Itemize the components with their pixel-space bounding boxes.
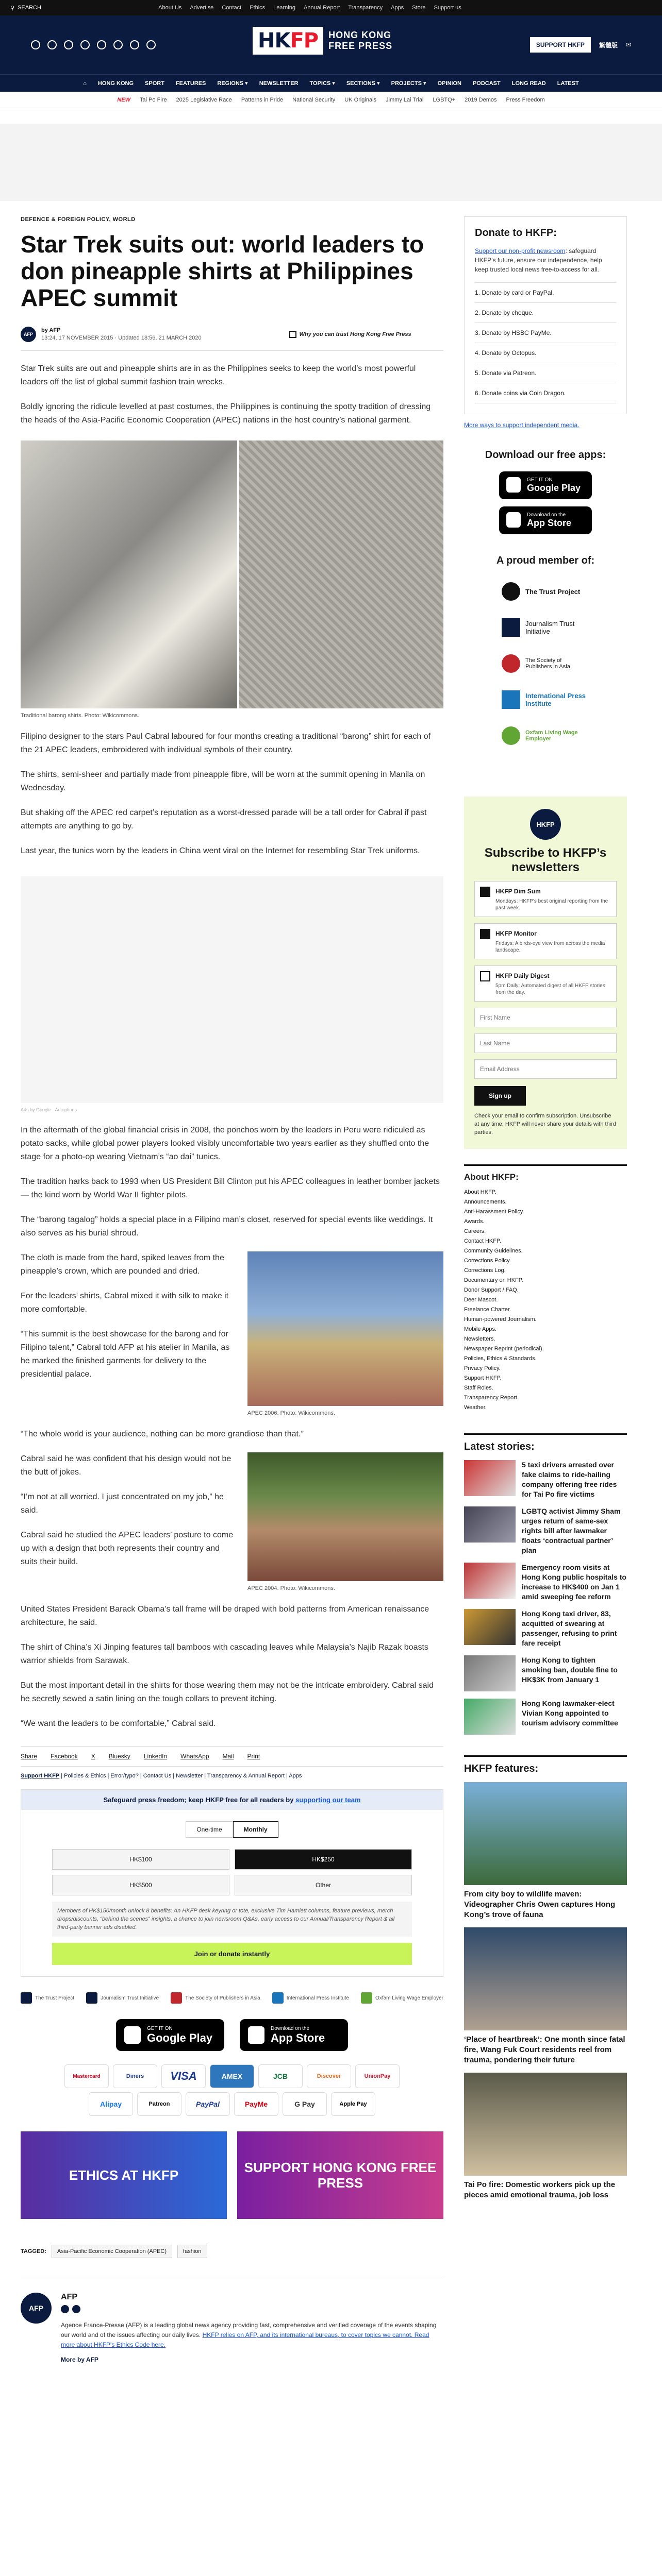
share-x[interactable]: X xyxy=(91,1753,95,1760)
util-link[interactable]: Advertise xyxy=(190,5,214,11)
policy-links[interactable]: | Policies & Ethics | Error/typo? | Contact Us | Newsletter | Transparency & Annual Report | Apps xyxy=(59,1773,302,1779)
ad-label: Ads by Google · Ad options xyxy=(21,1107,77,1112)
tag[interactable]: fashion xyxy=(177,2245,207,2258)
jcb-icon: JCB xyxy=(258,2064,303,2088)
paragraph: “We want the leaders to be comfortable,” Cabral said. xyxy=(21,1719,216,1728)
share-print[interactable]: Print xyxy=(247,1753,260,1760)
author-social xyxy=(61,2305,443,2313)
newsletter-option[interactable]: HKFP Daily Digest 5pm Daily: Automated digest of all HKFP stories from the day. xyxy=(474,965,617,1002)
nav-item[interactable]: REGIONS ▾ xyxy=(217,80,248,87)
amex-icon: AMEX xyxy=(210,2064,254,2088)
newsletter-checkbox[interactable] xyxy=(480,887,490,897)
trust-icon xyxy=(289,331,296,338)
youtube-icon[interactable] xyxy=(97,40,106,49)
ticker-item[interactable]: Patterns in Pride xyxy=(241,96,284,103)
page-body xyxy=(21,201,641,2363)
newsletter-fineprint: Check your email to confirm subscription. Unsubscribe at any time. HKFP will never share your details with third parties. xyxy=(474,1113,616,1136)
article-category[interactable]: DEFENCE & FOREIGN POLICY, WORLD xyxy=(21,216,136,223)
ipi-logo[interactable]: International Press Institute xyxy=(272,1992,349,2004)
newsletter-checkbox[interactable] xyxy=(480,929,490,939)
oxfam-icon xyxy=(502,726,520,745)
donate-option[interactable]: 3. Donate by HSBC PayMe. xyxy=(475,323,616,343)
ipi-logo[interactable]: International Press Institute xyxy=(502,690,589,709)
logo-mark: HKFP xyxy=(253,27,323,55)
frequency-toggle xyxy=(21,1821,443,1838)
about-links xyxy=(464,1188,627,1413)
support-hkfp-link[interactable]: Support HKFP xyxy=(21,1773,60,1779)
image-caption: APEC 2006. Photo: Wikicommons. xyxy=(247,1410,335,1416)
paragraph: Cabral said he was confident that his design would not be the butt of jokes. xyxy=(21,1454,231,1477)
about-link[interactable]: Anti-Harassment Policy. xyxy=(464,1209,524,1215)
story-thumbnail xyxy=(464,1506,516,1543)
apps-title: Download our free apps: xyxy=(485,449,606,461)
author-name[interactable]: by AFP xyxy=(41,327,61,333)
one-time-tab[interactable]: One-time xyxy=(186,1821,233,1838)
apec-2004-figure xyxy=(247,1452,443,1591)
member-benefits: Members of HK$150/month unlock 8 benefits: An HKFP desk keyring or tote, exclusive Tim Hamlett columns, feature previews, merch drops/discounts, “behind the scenes” insights, a chance to join newsroom Q&As, early access to our Annual/Transparency Report & all third-party banner ads disabled. xyxy=(52,1902,412,1937)
facebook-icon[interactable] xyxy=(31,40,40,49)
social-links xyxy=(31,40,156,49)
about-link[interactable]: Deer Mascot. xyxy=(464,1297,498,1303)
masthead xyxy=(0,15,662,74)
author-avatar[interactable]: AFP xyxy=(21,327,36,342)
about-widget xyxy=(464,1164,627,1413)
byline xyxy=(21,327,443,351)
paragraph: But shaking off the APEC red carpet’s reputation as a worst-dressed parade will be a tall order for Cabral if past attempts are anything to go by. xyxy=(21,808,427,831)
author-box xyxy=(21,2279,443,2363)
paragraph: But the most important detail in the shirts for those wearing them may not be the intricate embroidery. Cabral said he secretly sewed a satin lining on the tough collars to prevent itching. xyxy=(21,1681,434,1703)
newsletter-option[interactable]: HKFP Monitor Fridays: A birds-eye view from across the media landscape. xyxy=(474,923,617,959)
text-column xyxy=(21,1441,237,1591)
visa-icon: VISA xyxy=(161,2064,206,2088)
diners-icon: Diners xyxy=(113,2064,157,2088)
trust-link[interactable]: Why you can trust Hong Kong Free Press xyxy=(289,331,411,338)
paragraph: In the aftermath of the global financial crisis in 2008, the ponchos worn by the leaders in Peru were ridiculed as potato sacks, while global power players looked visibly uncomfortable two years earlier as they shuffled onto the stage for a photo-op wearing Vietnam’s “ao dai” tunics. xyxy=(21,1126,429,1161)
nav-item[interactable]: SECTIONS ▾ xyxy=(346,80,380,87)
patreon-icon: Patreon xyxy=(137,2092,181,2116)
app-download xyxy=(21,2019,443,2051)
features-widget xyxy=(464,1755,627,2200)
x-icon[interactable] xyxy=(72,2305,80,2313)
story-thumbnail xyxy=(464,1699,516,1735)
app-store-button[interactable]: Download on the App Store xyxy=(240,2019,348,2051)
more-ways-link[interactable]: More ways to support independent media. xyxy=(464,421,580,429)
ethics-code-link[interactable]: HKFP relies on AFP, and its international bureaus, to cover topics we cannot. Read more about HKFP's Ethics Code here. xyxy=(61,2331,429,2348)
discover-icon: Discover xyxy=(307,2064,351,2088)
trust-logos xyxy=(21,1992,443,2004)
oxfam-logo[interactable]: Oxfam Living Wage Employer xyxy=(502,726,589,745)
nav-item[interactable]: FEATURES xyxy=(175,80,206,87)
about-link[interactable]: Documentary on HKFP. xyxy=(464,1277,523,1283)
publish-date: 13:24, 17 NOVEMBER 2015 · Updated 18:56, 21 MARCH 2020 xyxy=(41,335,202,341)
about-link[interactable]: Newsletters. xyxy=(464,1336,495,1342)
share-label[interactable]: Share xyxy=(21,1753,38,1760)
story-item[interactable]: Hong Kong to tighten smoking ban, double fine to HK$3K from January 1 xyxy=(464,1655,627,1691)
image-caption: APEC 2004. Photo: Wikicommons. xyxy=(247,1585,335,1591)
feature-item[interactable]: ‘Place of heartbreak’: One month since fatal fire, Wang Fuk Court residents reel from trauma, pondering their future xyxy=(464,1927,627,2065)
apec-2006-figure xyxy=(247,1251,443,1416)
share-linkedin[interactable]: LinkedIn xyxy=(143,1753,168,1760)
promo-banners xyxy=(21,2131,443,2219)
sidebar xyxy=(464,216,627,2363)
email-icon[interactable]: ✉ xyxy=(625,41,631,48)
share-bluesky[interactable]: Bluesky xyxy=(108,1753,130,1760)
masthead-actions xyxy=(530,37,631,53)
feature-image xyxy=(464,1782,627,1885)
hero-image xyxy=(21,440,443,708)
author-box-info xyxy=(61,2293,443,2363)
mastercard-icon: Mastercard xyxy=(64,2064,109,2088)
barong-photo xyxy=(21,440,237,708)
amount-options xyxy=(21,1849,443,1895)
paragraph: For the leaders’ shirts, Cabral mixed it with silk to make it more comfortable. xyxy=(21,1292,229,1314)
amount-option[interactable]: HK$500 xyxy=(52,1875,229,1895)
search-button[interactable]: ⚲ SEARCH xyxy=(10,5,41,11)
text-column xyxy=(21,1240,237,1416)
article-title: Star Trek suits out: world leaders to don pineapple shirts at Philippines APEC summit xyxy=(21,231,424,311)
nav-item[interactable]: PODCAST xyxy=(472,80,501,87)
jti-icon xyxy=(502,618,520,637)
nonprofit-link[interactable]: Support our non-profit newsroom xyxy=(475,247,566,255)
apec-2006-photo xyxy=(247,1251,443,1406)
util-link[interactable]: About Us xyxy=(158,5,182,11)
features-title: HKFP features: xyxy=(464,1755,627,1775)
feature-image xyxy=(464,2073,627,2176)
support-links xyxy=(21,1773,443,1779)
text-with-image xyxy=(21,1240,443,1416)
article xyxy=(21,216,443,2363)
in-article-ad xyxy=(21,876,443,1112)
about-link[interactable]: Support HKFP. xyxy=(464,1375,502,1381)
about-link[interactable]: Announcements. xyxy=(464,1199,507,1205)
paragraph: “This summit is the best showcase for the barong and for Filipino talent,” Cabral told AFP at his atelier in Manila, as he marked the finished garments for delivery to the presidential palace. xyxy=(21,1330,230,1379)
feature-image xyxy=(464,1927,627,2030)
monthly-tab[interactable]: Monthly xyxy=(233,1821,278,1838)
donate-options xyxy=(475,282,616,403)
google-play-button[interactable]: GET IT ON Google Play xyxy=(116,2019,224,2051)
paragraph: United States President Barack Obama’s tall frame will be draped with bold patterns from American renaissance architecture, he said. xyxy=(21,1605,429,1627)
about-link[interactable]: Privacy Policy. xyxy=(464,1365,501,1371)
util-link[interactable]: Learning xyxy=(273,5,295,11)
instagram-icon[interactable] xyxy=(64,40,73,49)
author-box-avatar[interactable]: AFP xyxy=(21,2293,52,2324)
ticker-item[interactable]: Tai Po Fire xyxy=(139,96,167,103)
first-name-input[interactable] xyxy=(474,1008,617,1027)
support-banner[interactable]: SUPPORT HONG KONG FREE PRESS xyxy=(237,2131,443,2219)
google-play-button[interactable]: GET IT ON Google Play xyxy=(499,471,592,499)
donation-header: Safeguard press freedom; keep HKFP free for all readers by supporting our team xyxy=(21,1790,443,1810)
donate-widget xyxy=(464,216,627,414)
donate-option[interactable]: 6. Donate coins via Coin Dragon. xyxy=(475,383,616,403)
telegram-icon[interactable] xyxy=(130,40,139,49)
nav-item[interactable]: TOPICS ▾ xyxy=(309,80,335,87)
alipay-icon: Alipay xyxy=(89,2092,133,2116)
member-title: A proud member of: xyxy=(496,555,595,566)
ticker-item[interactable]: Jimmy Lai Trial xyxy=(386,96,424,103)
sopa-logo[interactable]: The Society of Publishers in Asia xyxy=(171,1992,260,2004)
util-link[interactable]: Store xyxy=(412,5,426,11)
website-icon[interactable] xyxy=(61,2305,69,2313)
story-thumbnail xyxy=(464,1609,516,1645)
story-item[interactable]: Hong Kong taxi driver, 83, acquitted of swearing at passenger, refusing to print fare receipt xyxy=(464,1609,627,1648)
ipi-icon xyxy=(502,690,520,709)
about-link[interactable]: Policies, Ethics & Standards. xyxy=(464,1355,537,1362)
payme-icon: PayMe xyxy=(234,2092,278,2116)
trust-project-icon xyxy=(21,1992,32,2004)
feature-item[interactable]: From city boy to wildlife maven: Videographer Chris Owen captures Hong Kong’s trove of fauna xyxy=(464,1782,627,1920)
apec-2004-photo xyxy=(247,1452,443,1581)
nav-item[interactable]: SPORT xyxy=(145,80,164,87)
home-icon[interactable]: ⌂ xyxy=(83,80,87,87)
jti-logo[interactable]: Journalism Trust Initiative xyxy=(86,1992,159,2004)
share-whatsapp[interactable]: WhatsApp xyxy=(180,1753,209,1760)
about-link[interactable]: Newspaper Reprint (periodical). xyxy=(464,1346,544,1352)
story-thumbnail xyxy=(464,1655,516,1691)
newsletter-title: Subscribe to HKFP’s newsletters xyxy=(484,846,607,874)
about-link[interactable]: Awards. xyxy=(464,1218,485,1225)
tag[interactable]: Asia-Pacific Economic Cooperation (APEC) xyxy=(52,2245,172,2258)
newsletter-checkbox[interactable] xyxy=(480,971,490,981)
x-icon[interactable] xyxy=(47,40,57,49)
about-link[interactable]: Mobile Apps. xyxy=(464,1326,496,1332)
tags-label: TAGGED: xyxy=(21,2248,46,2255)
donate-option[interactable]: 2. Donate by cheque. xyxy=(475,303,616,323)
util-link[interactable]: Contact xyxy=(222,5,242,11)
newsletter-option[interactable]: HKFP Dim Sum Mondays: HKFP’s best original reporting from the past week. xyxy=(474,881,617,917)
story-item[interactable]: Emergency room visits at Hong Kong public hospitals to increase to HK$400 on Jan 1 amid sweeping fee reform xyxy=(464,1563,627,1602)
jti-icon xyxy=(86,1992,97,2004)
oxfam-icon xyxy=(361,1992,372,2004)
paragraph: The shirts, semi-sheer and partially made from pineapple fibre, will be worn at the summit opening in Manila on Wednesday. xyxy=(21,770,425,792)
jti-logo[interactable]: Journalism Trust Initiative xyxy=(502,618,589,637)
about-link[interactable]: Transparency Report. xyxy=(464,1395,519,1401)
google-pay-icon: G Pay xyxy=(283,2092,327,2116)
about-link[interactable]: About HKFP. xyxy=(464,1189,496,1195)
app-store-button[interactable]: Download on the App Store xyxy=(499,506,592,534)
search-icon: ⚲ xyxy=(10,5,15,11)
paypal-icon: PayPal xyxy=(186,2092,230,2116)
paragraph: The cloth is made from the hard, spiked leaves from the pineapple’s crown, which are pounded and dried. xyxy=(21,1253,224,1276)
utility-links xyxy=(158,5,544,11)
member-logos xyxy=(464,582,627,745)
nav-item[interactable]: OPINION xyxy=(437,80,461,87)
ticker-item[interactable]: 2019 Demos xyxy=(465,96,497,103)
bluesky-icon[interactable] xyxy=(146,40,156,49)
oxfam-logo[interactable]: Oxfam Living Wage Employer xyxy=(361,1992,443,2004)
paragraph: Last year, the tunics worn by the leaders in China went viral on the Internet for resembling Star Trek uniforms. xyxy=(21,846,420,855)
nav-item[interactable]: HONG KONG xyxy=(97,80,134,87)
story-thumbnail xyxy=(464,1460,516,1496)
paragraph: Filipino designer to the stars Paul Cabral laboured for four months creating a traditional “barong” shirt for each of the 21 APEC leaders, embroidered with individual symbols of their country. xyxy=(21,732,431,754)
about-link[interactable]: Corrections Log. xyxy=(464,1267,506,1274)
paragraph: “I’m not at all worried. I just concentrated on my job,” he said. xyxy=(21,1493,224,1515)
nav-item[interactable]: NEWSLETTER xyxy=(259,80,299,87)
donate-option[interactable]: 4. Donate by Octopus. xyxy=(475,343,616,363)
sopa-icon xyxy=(171,1992,182,2004)
util-link[interactable]: Support us xyxy=(434,5,461,11)
story-item[interactable]: LGBTQ activist Jimmy Sham urges return of same-sex rights bill after lawmaker floats ‘contractual partner’ plan xyxy=(464,1506,627,1555)
latest-title: Latest stories: xyxy=(464,1433,627,1453)
about-link[interactable]: Freelance Charter. xyxy=(464,1307,511,1313)
ipi-icon xyxy=(272,1992,284,2004)
about-link[interactable]: Donor Support / FAQ. xyxy=(464,1287,519,1293)
amount-option-other[interactable]: Other xyxy=(235,1875,412,1895)
trust-project-logo[interactable]: The Trust Project xyxy=(502,582,589,601)
amount-option[interactable]: HK$100 xyxy=(52,1849,229,1870)
util-link[interactable]: Apps xyxy=(391,5,404,11)
trust-project-logo[interactable]: The Trust Project xyxy=(21,1992,74,2004)
about-title: About HKFP: xyxy=(464,1172,519,1182)
unionpay-icon: UnionPay xyxy=(355,2064,400,2088)
about-link[interactable]: Weather. xyxy=(464,1404,487,1411)
tags xyxy=(21,2245,443,2258)
ticker-item[interactable]: National Security xyxy=(292,96,336,103)
feature-item[interactable]: Tai Po fire: Domestic workers pick up the pieces amid emotional trauma, job loss xyxy=(464,2073,627,2200)
paragraph: “The whole world is your audience, nothing can be more grandiose than that.” xyxy=(21,1430,304,1438)
util-link[interactable]: Annual Report xyxy=(303,5,340,11)
ticker-item[interactable]: Press Freedom xyxy=(506,96,545,103)
share-mail[interactable]: Mail xyxy=(222,1753,234,1760)
join-donate-button[interactable]: Join or donate instantly xyxy=(52,1943,412,1965)
share-facebook[interactable]: Facebook xyxy=(51,1753,78,1760)
newsletter-widget xyxy=(464,796,627,1149)
ethics-banner[interactable]: ETHICS AT HKFP xyxy=(21,2131,227,2219)
new-badge: NEW xyxy=(117,96,130,103)
story-item[interactable]: 5 taxi drivers arrested over fake claims to ride-hailing company offering free rides for Tai Po fire victims xyxy=(464,1460,627,1499)
paragraph: The tradition harks back to 1993 when US President Bill Clinton put his APEC colleagues in leather bomber jackets — the kind worn by World War II fighter pilots. xyxy=(21,1177,440,1199)
apple-pay-icon: Apple Pay xyxy=(331,2092,375,2116)
supporting-team-link[interactable]: supporting our team xyxy=(295,1796,361,1804)
util-link[interactable]: Transparency xyxy=(348,5,383,11)
donation-box xyxy=(21,1789,443,1977)
donate-intro: Support our non-profit newsroom: safeguard HKFP’s future, ensure our independence, help keep trusted local news free-to-access for all. xyxy=(475,247,602,273)
email-input[interactable] xyxy=(474,1059,617,1079)
trust-project-icon xyxy=(502,582,520,601)
hkfp-badge: HKFP xyxy=(530,809,561,840)
donate-title: Donate to HKFP: xyxy=(475,227,557,239)
nav-item[interactable]: PROJECTS ▾ xyxy=(391,80,426,87)
sopa-icon xyxy=(502,654,520,673)
main-nav xyxy=(0,74,662,92)
linkedin-icon[interactable] xyxy=(113,40,123,49)
nav-item[interactable]: LONG READ xyxy=(511,80,546,87)
paragraph: Boldly ignoring the ridicule levelled at past costumes, the Philippines is continuing the spotty tradition of dressing the heads of the Asia-Pacific Economic Cooperation (APEC) nations in the host country’s national garment. xyxy=(21,402,431,425)
about-link[interactable]: Contact HKFP. xyxy=(464,1238,501,1244)
paragraph: Cabral said he studied the APEC leaders’ posture to come up with a design that both represents their country and suits their build. xyxy=(21,1531,234,1566)
more-by-author-link[interactable]: More by AFP xyxy=(61,2356,98,2363)
util-link[interactable]: Ethics xyxy=(250,5,266,11)
paragraph: The “barong tagalog” holds a special place in a Filipino man’s closet, reserved for special events like weddings. It also serves as his burial shroud. xyxy=(21,1215,433,1238)
signup-button[interactable]: Sign up xyxy=(474,1086,526,1106)
logo-name: HONG KONG FREE PRESS xyxy=(328,30,393,51)
donate-option[interactable]: 1. Donate by card or PayPal. xyxy=(475,283,616,303)
topic-ticker xyxy=(0,92,662,108)
ticker-item[interactable]: LGBTQ+ xyxy=(433,96,456,103)
text-with-image xyxy=(21,1441,443,1591)
story-thumbnail xyxy=(464,1563,516,1599)
about-link[interactable]: Corrections Policy. xyxy=(464,1258,511,1264)
ticker-item[interactable]: 2025 Legislative Race xyxy=(176,96,232,103)
sidebar-apps xyxy=(464,471,627,534)
threads-icon[interactable] xyxy=(80,40,90,49)
support-hkfp-button[interactable]: SUPPORT HKFP xyxy=(530,37,591,53)
utility-bar xyxy=(0,0,662,15)
top-ad-slot xyxy=(0,124,662,201)
paragraph: The shirt of China’s Xi Jinping features tall bamboos with cascading leaves while Malaysia’s Najib Razak boasts warrior shields from Sarawak. xyxy=(21,1643,428,1665)
nav-item[interactable]: LATEST xyxy=(557,80,579,87)
paragraph: Star Trek suits are out and pineapple shirts are in as the Philippines seeks to keep the world’s most powerful leaders off the list of global summit fashion train wrecks. xyxy=(21,364,416,386)
sopa-logo[interactable]: The Society of Publishers in Asia xyxy=(502,654,589,673)
donate-option[interactable]: 5. Donate via Patreon. xyxy=(475,363,616,383)
image-caption: Traditional barong shirts. Photo: Wikicommons. xyxy=(21,713,140,719)
about-link[interactable]: Community Guidelines. xyxy=(464,1248,523,1254)
author-bio: Agence France-Presse (AFP) is a leading global news agency providing fast, comprehensive and verified coverage of the events shaping our world and of the issues affecting our daily lives. HKFP relies on AFP, and its international bureaus, to cover topics we cannot. Read more about HKFP's Ethics Code here. xyxy=(61,2321,437,2348)
byline-meta xyxy=(41,327,202,342)
last-name-input[interactable] xyxy=(474,1033,617,1053)
amount-option-selected[interactable]: HK$250 xyxy=(235,1849,412,1870)
payment-methods xyxy=(21,2064,443,2116)
latest-stories xyxy=(464,1433,627,1735)
ticker-item[interactable]: UK Originals xyxy=(344,96,377,103)
site-logo[interactable] xyxy=(253,27,392,55)
author-box-name[interactable]: AFP xyxy=(61,2293,77,2301)
share-bar xyxy=(21,1746,443,1767)
about-link[interactable]: Careers. xyxy=(464,1228,486,1234)
language-switch[interactable]: 繁體版 xyxy=(599,41,618,49)
about-link[interactable]: Human-powered Journalism. xyxy=(464,1316,537,1323)
embroidery-photo xyxy=(239,440,443,708)
story-item[interactable]: Hong Kong lawmaker-elect Vivian Kong appointed to tourism advisory committee xyxy=(464,1699,627,1735)
about-link[interactable]: Staff Roles. xyxy=(464,1385,493,1391)
